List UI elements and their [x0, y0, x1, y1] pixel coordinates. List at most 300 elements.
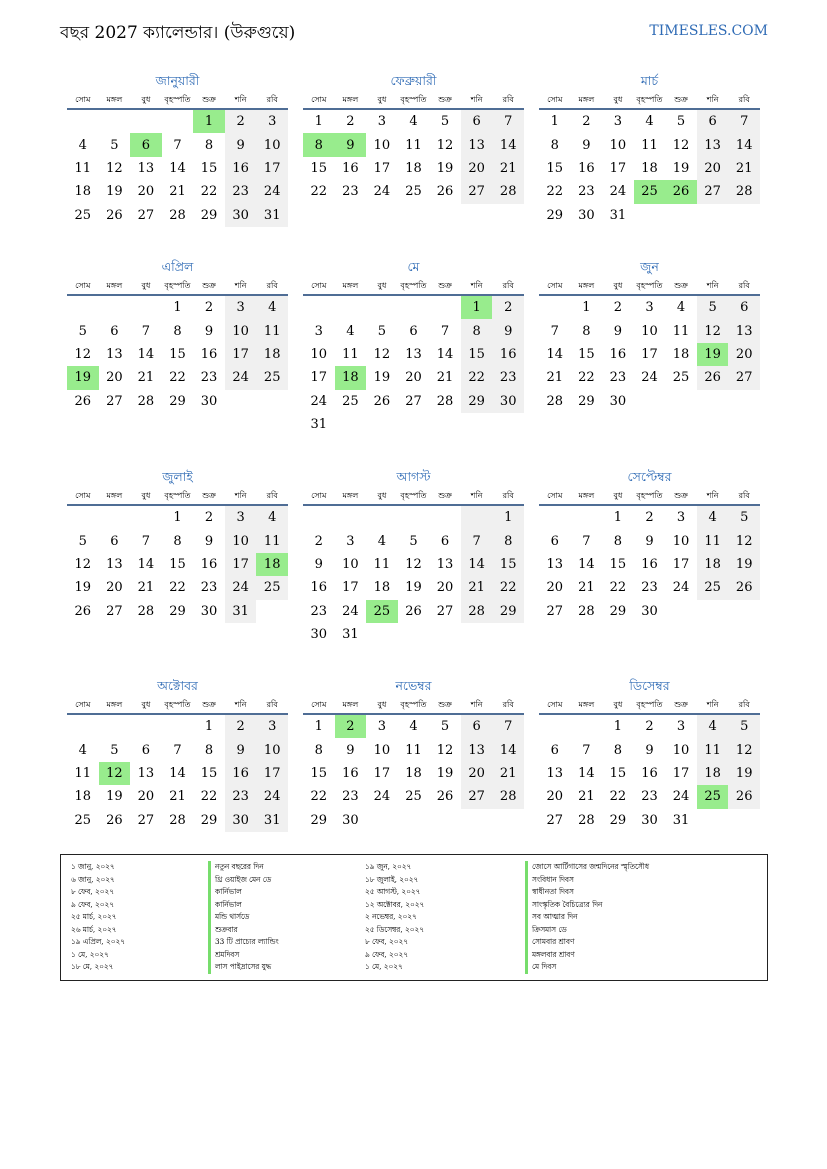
- day-cell: 20: [106, 580, 123, 596]
- weekday-header: [303, 488, 524, 506]
- day-cell: 16: [200, 346, 218, 362]
- day-cell: 17: [310, 370, 328, 386]
- day-cell: 15: [461, 343, 493, 366]
- day-cell: 11: [74, 765, 92, 781]
- weekday-label: রবি: [502, 699, 514, 709]
- day-cell: 28: [492, 785, 524, 808]
- day-cell: 6: [110, 533, 119, 549]
- day-cell: 23: [342, 789, 359, 805]
- day-cell: 28: [728, 180, 760, 203]
- weekday-label: শনি: [706, 699, 719, 709]
- day-cell: 17: [342, 580, 359, 596]
- empty-day-cell: [461, 506, 493, 529]
- day-cell: 7: [440, 323, 450, 339]
- day-cell: 6: [141, 742, 151, 758]
- weekday-label: রবি: [266, 94, 278, 104]
- day-cell: 16: [225, 762, 257, 785]
- day-cell: 28: [436, 393, 454, 409]
- day-cell: 9: [645, 533, 654, 549]
- day-cell: 13: [405, 346, 422, 362]
- month-name: মার্চ: [640, 73, 659, 88]
- empty-day-cell: [67, 110, 99, 133]
- weekday-label: সোম: [311, 490, 327, 500]
- day-cell: 8: [613, 742, 623, 758]
- empty-day-cell: [571, 715, 603, 738]
- day-cell: 17: [641, 346, 658, 362]
- day-cell: 29: [578, 393, 595, 409]
- empty-day-cell: [67, 715, 99, 738]
- day-cell: 25: [697, 576, 729, 599]
- day-cell: 30: [310, 627, 328, 643]
- day-cell: 6: [461, 110, 493, 133]
- weekday-label: শুক্র: [202, 280, 216, 290]
- weekday-label: বুধ: [141, 94, 151, 104]
- day-cell: 26: [728, 785, 760, 808]
- day-cell: 20: [436, 580, 454, 596]
- day-cell: 18: [697, 553, 729, 576]
- day-cell: 11: [342, 346, 359, 362]
- day-cell: 19: [106, 789, 123, 805]
- weekday-label: শনি: [470, 280, 483, 290]
- day-cell: 29: [169, 393, 186, 409]
- holiday-day-cell: 9: [335, 133, 367, 156]
- day-cell: 5: [728, 715, 760, 738]
- weekday-label: বৃহস্পতি: [400, 699, 427, 709]
- day-cell: 15: [578, 346, 595, 362]
- day-cell: 25: [672, 370, 690, 386]
- day-cell: 20: [461, 762, 493, 785]
- day-cell: 23: [310, 603, 328, 619]
- day-cell: 8: [173, 323, 182, 339]
- day-cell: 2: [582, 114, 591, 130]
- weekday-label: রবি: [266, 699, 278, 709]
- day-cell: 28: [546, 393, 564, 409]
- weekday-label: বৃহস্পতি: [164, 490, 191, 500]
- day-cell: 20: [461, 157, 493, 180]
- day-cell: 21: [137, 370, 155, 386]
- day-cell: 25: [74, 207, 92, 223]
- weekday-label: সোম: [547, 490, 563, 500]
- day-cell: 26: [728, 576, 760, 599]
- month-name: আগস্ট: [396, 469, 431, 484]
- day-cell: 26: [436, 789, 454, 805]
- day-cell: 8: [461, 319, 493, 342]
- day-cell: 1: [173, 300, 182, 316]
- day-cell: 15: [546, 160, 564, 176]
- holiday-date: ১৯ জুন, ২০২৭: [365, 862, 412, 871]
- day-cell: 17: [256, 762, 288, 785]
- day-cell: 10: [672, 742, 690, 758]
- day-cell: 9: [225, 738, 257, 761]
- day-cell: 25: [405, 184, 422, 200]
- day-cell: 12: [697, 319, 729, 342]
- month-name: এপ্রিল: [161, 259, 194, 274]
- day-cell: 30: [609, 393, 627, 409]
- day-cell: 15: [310, 160, 328, 176]
- day-cell: 1: [314, 114, 323, 130]
- empty-day-cell: [335, 506, 367, 529]
- day-cell: 1: [204, 719, 214, 735]
- weekday-header: [303, 278, 524, 296]
- month-calendar: [67, 256, 288, 413]
- holiday-date: ২৫ মার্চ, ২০২৭: [71, 912, 117, 921]
- day-cell: 28: [169, 207, 186, 223]
- empty-day-cell: [539, 715, 571, 738]
- day-cell: 23: [578, 184, 595, 200]
- day-cell: 23: [200, 370, 218, 386]
- day-cell: 27: [405, 393, 422, 409]
- month-name: জুন: [640, 259, 659, 274]
- holiday-date: ৬ জানু, ২০২৭: [71, 874, 115, 884]
- day-cell: 21: [169, 789, 186, 805]
- holiday-date: ১৮ জুলাই, ২০২৭: [365, 874, 419, 884]
- weekday-label: সোম: [311, 94, 327, 104]
- day-cell: 19: [728, 762, 760, 785]
- holiday-day-cell: 8: [303, 133, 335, 156]
- day-cell: 5: [110, 137, 119, 153]
- weekday-label: মঙ্গল: [578, 280, 595, 290]
- day-cell: 2: [204, 300, 214, 316]
- day-cell: 3: [314, 323, 323, 339]
- month-calendar: [303, 70, 524, 204]
- day-cell: 31: [256, 809, 288, 832]
- day-cell: 31: [609, 207, 627, 223]
- day-cell: 30: [578, 207, 595, 223]
- day-cell: 29: [546, 207, 564, 223]
- day-cell: 7: [582, 533, 591, 549]
- day-cell: 6: [461, 715, 493, 738]
- day-cell: 4: [697, 506, 729, 529]
- day-cell: 27: [461, 180, 493, 203]
- day-cell: 28: [578, 812, 595, 828]
- day-cell: 14: [461, 553, 493, 576]
- day-cell: 13: [546, 556, 564, 572]
- day-cell: 15: [492, 553, 524, 576]
- day-cell: 21: [436, 370, 454, 386]
- day-cell: 12: [728, 529, 760, 552]
- weekday-label: বৃহস্পতি: [164, 699, 191, 709]
- day-cell: 18: [256, 343, 288, 366]
- day-cell: 12: [106, 160, 123, 176]
- holiday-name: স্বাধীনতা দিবস: [525, 886, 649, 899]
- day-cell: 5: [676, 114, 686, 130]
- day-cell: 25: [342, 393, 359, 409]
- day-cell: 19: [672, 160, 690, 176]
- day-cell: 25: [405, 789, 422, 805]
- weekday-header: [303, 92, 524, 110]
- weekday-label: মঙ্গল: [578, 490, 595, 500]
- day-cell: 14: [546, 346, 564, 362]
- weekday-label: বুধ: [613, 94, 623, 104]
- day-cell: 10: [373, 137, 391, 153]
- day-cell: 20: [137, 789, 155, 805]
- days-grid: [67, 506, 288, 623]
- day-cell: 1: [582, 300, 591, 316]
- holiday-name: কার্নিভাল: [208, 886, 279, 899]
- day-cell: 24: [609, 184, 627, 200]
- weekday-label: শনি: [470, 699, 483, 709]
- weekday-label: বুধ: [613, 280, 623, 290]
- weekday-label: রবি: [738, 280, 750, 290]
- holiday-names-left: [208, 861, 279, 974]
- day-cell: 12: [728, 738, 760, 761]
- weekday-label: বৃহস্পতি: [400, 280, 427, 290]
- day-cell: 23: [342, 184, 359, 200]
- weekday-label: বুধ: [377, 699, 387, 709]
- weekday-label: সোম: [75, 699, 91, 709]
- month-name: ডিসেম্বর: [629, 678, 670, 693]
- day-cell: 3: [377, 114, 387, 130]
- holiday-day-cell: 1: [461, 296, 493, 319]
- holiday-name: লাস পাইদ্রাসের যুদ্ধ: [208, 961, 279, 974]
- day-cell: 24: [672, 789, 690, 805]
- day-cell: 21: [492, 157, 524, 180]
- day-cell: 20: [546, 580, 564, 596]
- day-cell: 27: [137, 207, 155, 223]
- day-cell: 8: [492, 529, 524, 552]
- day-cell: 6: [697, 110, 729, 133]
- holiday-day-cell: 2: [335, 715, 367, 738]
- day-cell: 18: [373, 580, 391, 596]
- empty-day-cell: [67, 506, 99, 529]
- day-cell: 5: [697, 296, 729, 319]
- day-cell: 5: [728, 506, 760, 529]
- day-cell: 4: [346, 323, 355, 339]
- day-cell: 31: [256, 204, 288, 227]
- day-cell: 2: [346, 114, 355, 130]
- day-cell: 6: [440, 533, 450, 549]
- day-cell: 17: [256, 157, 288, 180]
- day-cell: 3: [377, 719, 387, 735]
- weekday-header: [303, 697, 524, 715]
- month-name: মে: [407, 259, 420, 274]
- day-cell: 3: [346, 533, 355, 549]
- day-cell: 4: [78, 137, 87, 153]
- holiday-name: মন্ডি থার্সডে: [208, 911, 279, 924]
- day-cell: 18: [672, 346, 690, 362]
- day-cell: 13: [697, 133, 729, 156]
- day-cell: 17: [672, 765, 690, 781]
- day-cell: 16: [609, 346, 627, 362]
- day-cell: 19: [436, 160, 454, 176]
- day-cell: 26: [405, 603, 422, 619]
- day-cell: 14: [728, 133, 760, 156]
- day-cell: 19: [373, 370, 391, 386]
- month-name: জানুয়ারী: [155, 73, 200, 88]
- day-cell: 26: [74, 393, 92, 409]
- day-cell: 6: [550, 533, 559, 549]
- day-cell: 29: [200, 207, 218, 223]
- weekday-label: বৃহস্পতি: [636, 490, 663, 500]
- day-cell: 15: [200, 160, 218, 176]
- day-cell: 29: [461, 390, 493, 413]
- day-cell: 29: [609, 812, 627, 828]
- day-cell: 9: [645, 742, 654, 758]
- day-cell: 5: [110, 742, 119, 758]
- holiday-date: ৯ ফেব, ২০২৭: [71, 899, 115, 909]
- holiday-dates-right: [365, 861, 424, 974]
- day-cell: 11: [405, 137, 422, 153]
- day-cell: 30: [342, 812, 359, 828]
- weekday-label: রবি: [738, 490, 750, 500]
- day-cell: 4: [256, 506, 288, 529]
- day-cell: 31: [310, 417, 328, 433]
- day-cell: 11: [672, 323, 690, 339]
- day-cell: 8: [582, 323, 591, 339]
- days-grid: [67, 715, 288, 832]
- weekday-label: শুক্র: [202, 94, 216, 104]
- weekday-label: বুধ: [141, 280, 151, 290]
- day-cell: 4: [78, 742, 87, 758]
- day-cell: 21: [461, 576, 493, 599]
- days-grid: [67, 110, 288, 227]
- day-cell: 5: [377, 323, 387, 339]
- weekday-header: [539, 278, 760, 296]
- day-cell: 17: [225, 553, 257, 576]
- day-cell: 28: [461, 600, 493, 623]
- day-cell: 13: [461, 738, 493, 761]
- day-cell: 30: [641, 812, 658, 828]
- day-cell: 9: [492, 319, 524, 342]
- empty-day-cell: [162, 715, 194, 738]
- holiday-date: ৮ ফেব, ২০২৭: [365, 937, 409, 946]
- weekday-label: মঙ্গল: [342, 490, 359, 500]
- holiday-day-cell: 12: [99, 762, 131, 785]
- day-cell: 12: [74, 556, 92, 572]
- day-cell: 11: [405, 742, 422, 758]
- day-cell: 10: [256, 738, 288, 761]
- day-cell: 25: [256, 576, 288, 599]
- empty-day-cell: [539, 296, 571, 319]
- day-cell: 18: [74, 184, 92, 200]
- day-cell: 30: [641, 603, 658, 619]
- empty-day-cell: [130, 110, 162, 133]
- days-grid: [67, 296, 288, 413]
- day-cell: 19: [405, 580, 422, 596]
- day-cell: 30: [200, 393, 218, 409]
- days-grid: [539, 110, 760, 227]
- day-cell: 12: [373, 346, 391, 362]
- weekday-label: বৃহস্পতি: [400, 490, 427, 500]
- day-cell: 9: [225, 133, 257, 156]
- weekday-header: [67, 488, 288, 506]
- day-cell: 7: [141, 323, 151, 339]
- day-cell: 4: [645, 114, 654, 130]
- weekday-label: শনি: [470, 490, 483, 500]
- holiday-names-right: [525, 861, 649, 974]
- day-cell: 18: [405, 765, 422, 781]
- day-cell: 15: [169, 556, 186, 572]
- month-calendar: [539, 256, 760, 413]
- empty-day-cell: [130, 506, 162, 529]
- holiday-day-cell: 1: [193, 110, 225, 133]
- weekday-header: [539, 697, 760, 715]
- day-cell: 2: [225, 110, 257, 133]
- day-cell: 21: [492, 762, 524, 785]
- day-cell: 31: [225, 600, 257, 623]
- day-cell: 15: [609, 765, 627, 781]
- day-cell: 12: [405, 556, 422, 572]
- day-cell: 24: [256, 180, 288, 203]
- weekday-header: [539, 488, 760, 506]
- holiday-date: ৮ ফেব, ২০২৭: [71, 887, 115, 896]
- day-cell: 9: [314, 556, 323, 572]
- weekday-header: [67, 278, 288, 296]
- day-cell: 13: [137, 160, 155, 176]
- weekday-label: রবি: [502, 94, 514, 104]
- day-cell: 14: [578, 765, 595, 781]
- empty-day-cell: [366, 296, 398, 319]
- month-calendar: [67, 675, 288, 832]
- holiday-name: সংবিধান দিবস: [525, 874, 649, 887]
- day-cell: 6: [550, 742, 559, 758]
- day-cell: 24: [373, 184, 391, 200]
- day-cell: 5: [440, 719, 450, 735]
- holiday-date: ১২ অক্টোবর, ২০২৭: [365, 899, 425, 909]
- site-link[interactable]: TIMESLES.COM: [649, 23, 768, 39]
- weekday-label: সোম: [75, 94, 91, 104]
- day-cell: 14: [492, 738, 524, 761]
- day-cell: 4: [409, 114, 418, 130]
- month-calendar: [539, 466, 760, 623]
- day-cell: 1: [492, 506, 524, 529]
- day-cell: 22: [609, 789, 627, 805]
- holiday-day-cell: 19: [697, 343, 729, 366]
- day-cell: 21: [728, 157, 760, 180]
- day-cell: 22: [200, 184, 218, 200]
- day-cell: 3: [256, 110, 288, 133]
- weekday-label: শুক্র: [438, 280, 452, 290]
- weekday-label: মঙ্গল: [106, 94, 123, 104]
- empty-day-cell: [366, 506, 398, 529]
- weekday-label: মঙ্গল: [342, 699, 359, 709]
- day-cell: 14: [169, 160, 186, 176]
- day-cell: 15: [169, 346, 186, 362]
- weekday-label: শনি: [706, 490, 719, 500]
- holiday-name: সাংস্কৃতিক বৈচিত্র্যের দিন: [525, 899, 649, 912]
- day-cell: 17: [373, 160, 391, 176]
- day-cell: 10: [225, 319, 257, 342]
- day-cell: 4: [377, 533, 387, 549]
- day-cell: 31: [342, 627, 359, 643]
- weekday-label: শুক্র: [202, 699, 216, 709]
- day-cell: 11: [256, 319, 288, 342]
- weekday-label: মঙ্গল: [106, 490, 123, 500]
- day-cell: 7: [492, 110, 524, 133]
- holiday-date: ২৬ মার্চ, ২০২৭: [71, 924, 117, 934]
- month-calendar: [303, 256, 524, 436]
- day-cell: 19: [74, 580, 92, 596]
- day-cell: 25: [74, 812, 92, 828]
- day-cell: 2: [645, 510, 654, 526]
- day-cell: 13: [106, 346, 123, 362]
- day-cell: 27: [137, 812, 155, 828]
- holiday-date: ১ জানু, ২০২৭: [71, 862, 115, 871]
- day-cell: 16: [342, 160, 359, 176]
- holiday-name: মঙ্গলবার শ্রাবণ: [525, 949, 649, 962]
- day-cell: 15: [200, 765, 218, 781]
- day-cell: 21: [546, 370, 564, 386]
- day-cell: 10: [641, 323, 658, 339]
- empty-day-cell: [335, 296, 367, 319]
- day-cell: 22: [609, 580, 627, 596]
- month-calendar: [303, 675, 524, 832]
- day-cell: 2: [314, 533, 323, 549]
- day-cell: 3: [613, 114, 623, 130]
- weekday-label: রবি: [738, 699, 750, 709]
- day-cell: 13: [137, 765, 155, 781]
- day-cell: 24: [342, 603, 359, 619]
